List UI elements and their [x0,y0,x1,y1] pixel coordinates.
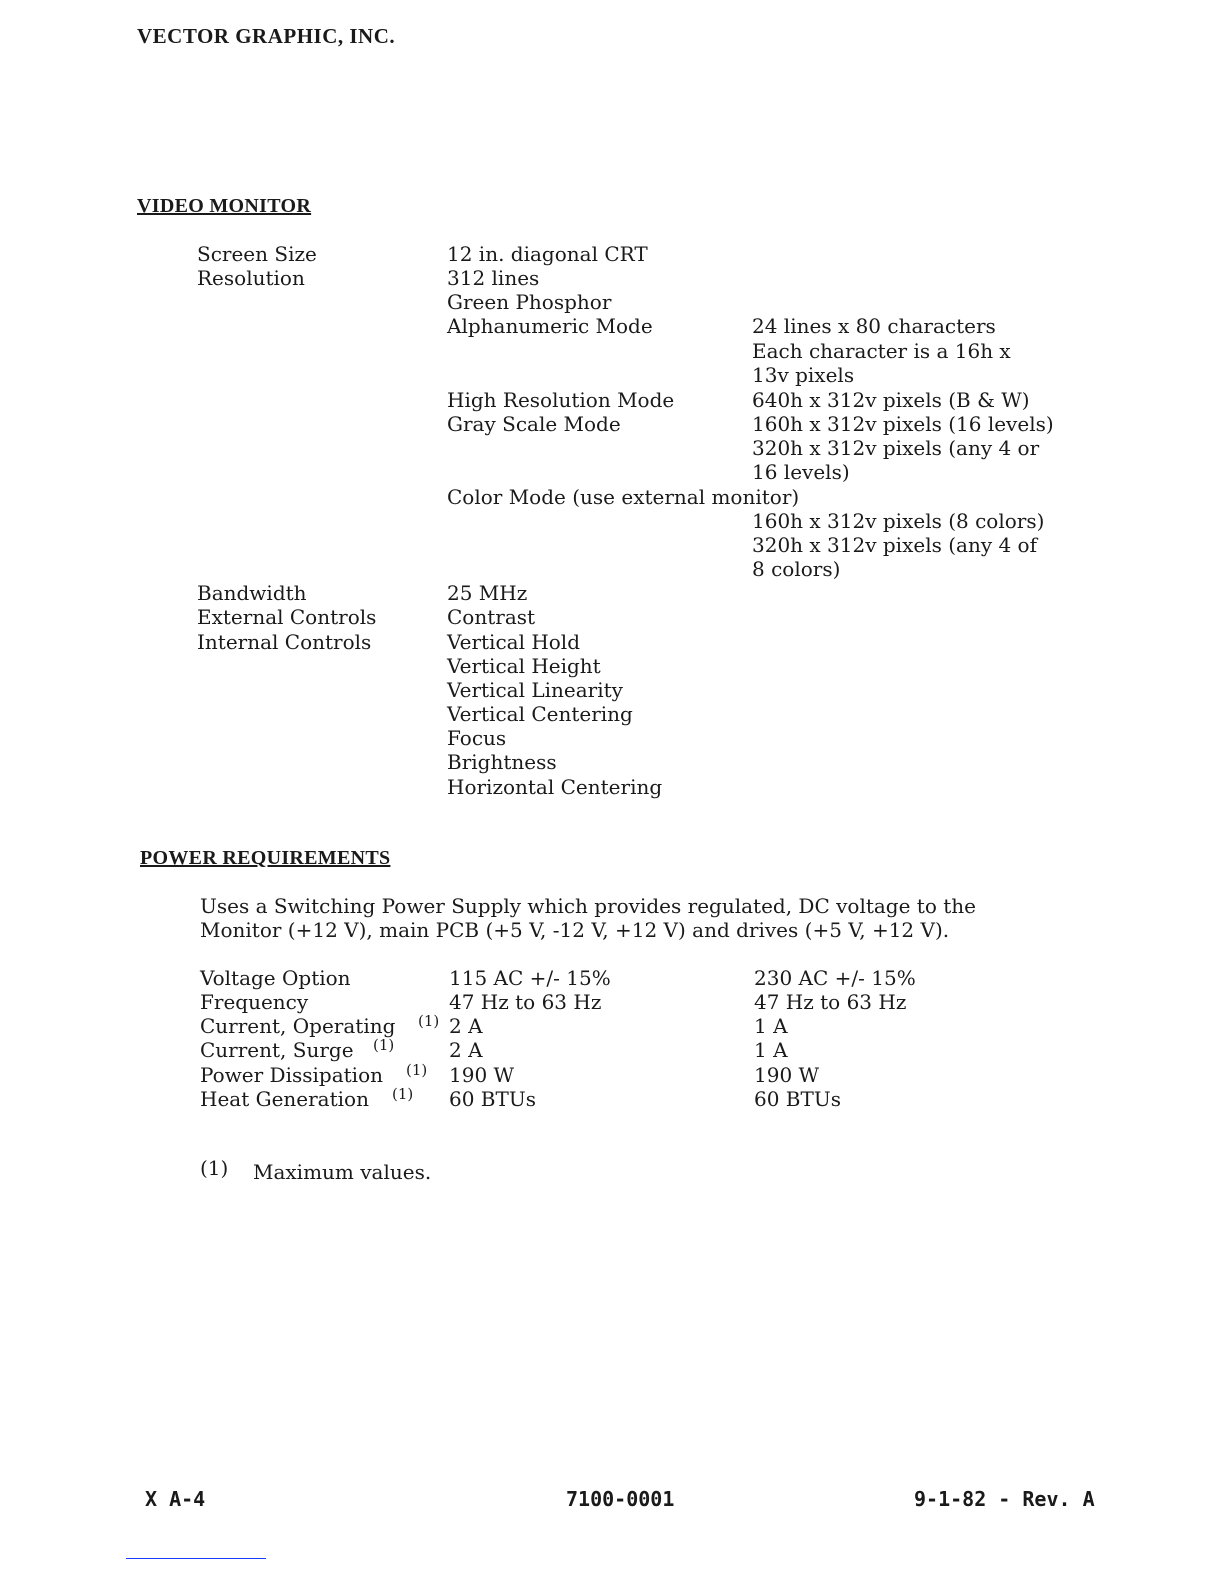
gray-detail-1: 160h x 312v pixels (16 levels) [752,412,1054,436]
internal-control-item: Vertical Linearity [447,678,623,702]
video-monitor-heading: VIDEO MONITOR [137,195,312,217]
screen-size-label: Screen Size [197,242,317,266]
power-row-115v-value: 60 BTUs [449,1087,536,1111]
bandwidth-value: 25 MHz [447,581,528,605]
internal-control-item: Vertical Height [447,654,601,678]
footnote-ref: (1) [392,1085,414,1103]
gray-mode-label: Gray Scale Mode [447,412,621,436]
footnote-ref: (1) [373,1036,395,1054]
company-header: VECTOR GRAPHIC, INC. [137,24,396,48]
power-row-230v-value: 230 AC +/- 15% [754,966,916,990]
alpha-detail-1: 24 lines x 80 characters [752,314,996,338]
power-row-label: Current, Operating [200,1014,396,1038]
footer-revision: 9-1-82 - Rev. A [914,1487,1095,1511]
power-row-230v-value: 1 A [754,1038,788,1062]
high-res-detail: 640h x 312v pixels (B & W) [752,388,1030,412]
power-row-115v-value: 115 AC +/- 15% [449,966,611,990]
color-detail-3: 8 colors) [752,557,841,581]
power-row-230v-value: 60 BTUs [754,1087,841,1111]
power-row-label: Voltage Option [200,966,351,990]
internal-control-item: Focus [447,726,507,750]
footer-page-number: X A-4 [145,1487,206,1511]
power-row-label: Heat Generation [200,1087,369,1111]
external-controls-label: External Controls [197,605,377,629]
resolution-label: Resolution [197,266,305,290]
footnote-ref: (1) [406,1061,428,1079]
color-detail-1: 160h x 312v pixels (8 colors) [752,509,1045,533]
screen-size-value: 12 in. diagonal CRT [447,242,648,266]
internal-control-item: Horizontal Centering [447,775,663,799]
internal-control-item: Brightness [447,750,557,774]
internal-control-item: Vertical Hold [447,630,580,654]
power-row-230v-value: 47 Hz to 63 Hz [754,990,907,1014]
power-row-label: Power Dissipation [200,1063,383,1087]
power-description-line-1: Uses a Switching Power Supply which provides regulated, DC voltage to the [200,894,976,918]
external-controls-value: Contrast [447,605,536,629]
gray-detail-3: 16 levels) [752,460,850,484]
power-row-230v-value: 1 A [754,1014,788,1038]
power-description-line-2: Monitor (+12 V), main PCB (+5 V, -12 V, +12 V) and drives (+5 V, +12 V). [200,918,950,942]
footer-document-number: 7100-0001 [566,1487,675,1511]
power-row-label: Frequency [200,990,309,1014]
page-edge-line [126,1558,266,1559]
power-row-115v-value: 2 A [449,1038,483,1062]
footnote-text: Maximum values. [253,1160,432,1184]
power-row-115v-value: 2 A [449,1014,483,1038]
alpha-mode-label: Alphanumeric Mode [447,314,653,338]
footnote-ref: (1) [418,1012,440,1030]
internal-control-item: Vertical Centering [447,702,633,726]
alpha-detail-3: 13v pixels [752,363,855,387]
power-row-115v-value: 190 W [449,1063,515,1087]
internal-controls-label: Internal Controls [197,630,372,654]
bandwidth-label: Bandwidth [197,581,307,605]
power-row-115v-value: 47 Hz to 63 Hz [449,990,602,1014]
high-res-mode-label: High Resolution Mode [447,388,675,412]
alpha-detail-2: Each character is a 16h x [752,339,1011,363]
color-detail-2: 320h x 312v pixels (any 4 of [752,533,1037,557]
phosphor-value: Green Phosphor [447,290,612,314]
power-row-230v-value: 190 W [754,1063,820,1087]
gray-detail-2: 320h x 312v pixels (any 4 or [752,436,1040,460]
resolution-lines-value: 312 lines [447,266,540,290]
power-row-label: Current, Surge [200,1038,354,1062]
footnote-marker: (1) [200,1156,229,1180]
power-requirements-heading: POWER REQUIREMENTS [140,847,391,869]
color-mode-label: Color Mode (use external monitor) [447,485,800,509]
